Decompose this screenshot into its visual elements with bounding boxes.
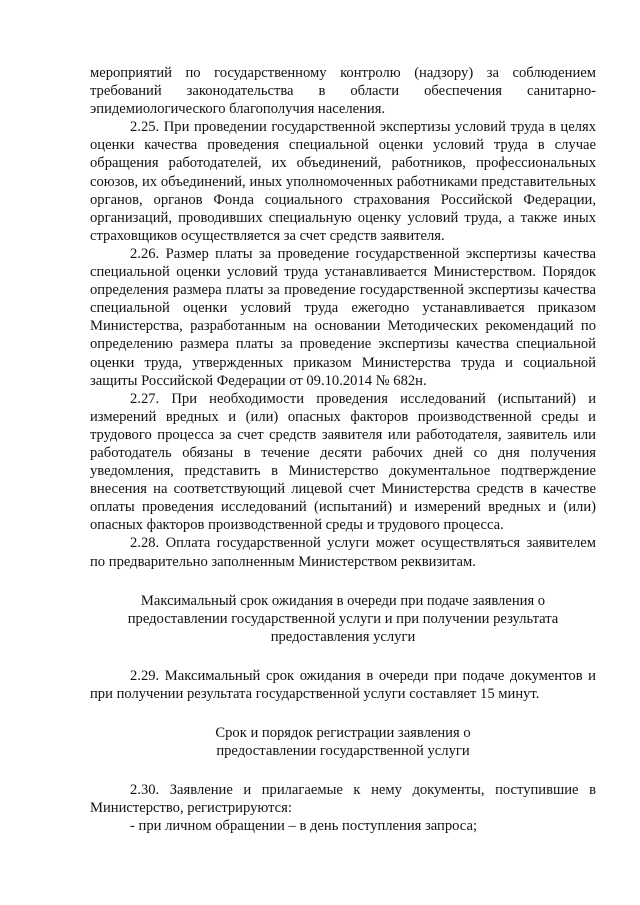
list-item-personal-visit: - при личном обращении – в день поступления запроса; (130, 818, 477, 835)
paragraph-2-28: 2.28. Оплата государственной услуги может осуществляться заявителем по предварительно заполненным Министерством реквизитам. (90, 535, 596, 570)
paragraph-2-30: 2.30. Заявление и прилагаемые к нему документы, поступившие в Министерство, регистрируются: (90, 782, 596, 817)
paragraph-2-25: 2.25. При проведении государственной экспертизы условий труда в целях оценки качества проведения специальной оценки условий труда в случае обращения работодателей, их объединений, работников, профессиональных союзов, их объединений, иных уполномоченных работниками представительных органов, органов Фонда социального страхования Российской Федерации, организаций, проводивших специальную оценку условий труда, а также иных страховщиков осуществляется за счет средств заявителя. (90, 119, 596, 244)
heading-line: Срок и порядок регистрации заявления о (215, 725, 471, 742)
paragraph-2-29: 2.29. Максимальный срок ожидания в очереди при подаче документов и при получении результата государственной услуги составляет 15 минут. (90, 667, 596, 702)
heading-line: предоставлении государственной услуги и при получении результата (127, 610, 559, 627)
heading-line: Максимальный срок ожидания в очереди при подаче заявления о (140, 592, 546, 609)
paragraph-intro: мероприятий по государственному контролю (надзору) за соблюдением требований законодательства в области обеспечения санитарно-эпидемиологического благополучия населения. (90, 65, 596, 118)
heading-line: предоставлении государственной услуги (216, 743, 470, 760)
paragraph-2-26: 2.26. Размер платы за проведение государственной экспертизы качества специальной оценки условий труда устанавливается Министерством. Порядок определения размера платы за проведение государственной экспертизы качества специальной оценки условий труда ежегодно устанавливается приказом Министерства, разработанным на основании Методических рекомендаций по определению размера платы за проведение экспертизы качества специальной оценки труда, утвержденных приказом Министерства труда и социальной защиты Российской Федерации от 09.10.2014 № 682н. (90, 245, 596, 389)
heading-line: предоставления услуги (270, 628, 416, 645)
section-heading-registration (90, 724, 596, 760)
section-heading-queue-time (90, 592, 596, 646)
document-page (90, 64, 596, 836)
paragraph-2-27: 2.27. При необходимости проведения исследований (испытаний) и измерений вредных и (или) опасных факторов производственной среды и трудового процесса за счет средств заявителя или работодателя, заявитель или работодатель обязаны в течение десяти рабочих дней со дня получения уведомления, представить в Министерство документальное подтверждение внесения на соответствующий лицевой счет Министерства средств в качестве оплаты проведения исследований (испытаний) и измерений вредных и (или) опасных факторов производственной среды и трудового процесса. (90, 390, 596, 534)
